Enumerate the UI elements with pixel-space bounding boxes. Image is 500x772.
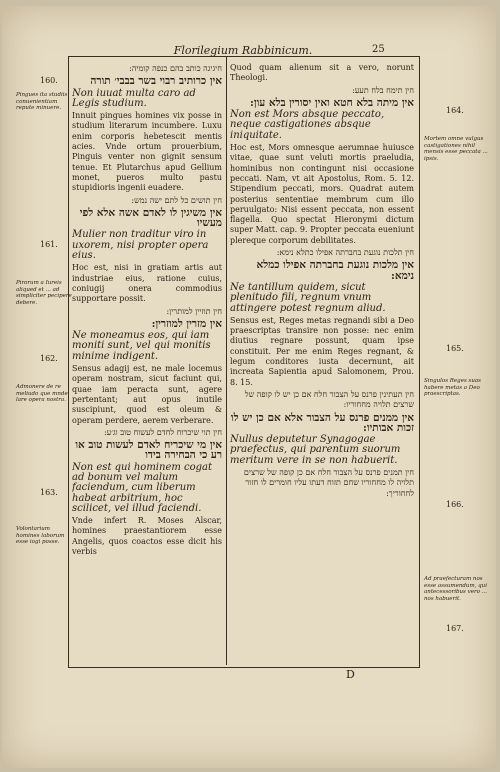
right-column xyxy=(230,62,414,662)
margin-number: 167. xyxy=(446,624,464,633)
latin-proverb: Non iuuat multa caro ad Legis studium. xyxy=(72,87,196,109)
column-divider xyxy=(226,57,227,665)
margin-number: 163. xyxy=(40,488,58,497)
hebrew-abbrev: חין תוי שיכרוח לחדם לעשוח טוב וג׳ע: xyxy=(103,427,222,437)
margin-note: Mortem omne vulgus castigationes nihil mensis esse peccata ... ipsis. xyxy=(424,136,488,162)
latin-proverb: Nullus deputetur Synagogae praefectus, qui parentum suorum meritum vere in se non habuerit. xyxy=(230,434,401,466)
hebrew-abbrev: חיגיגה כותב בהם כנפה קומיה: xyxy=(129,64,222,73)
latin-proverb: Non est Mors absque peccato, neque castigationes absque iniquitate. xyxy=(230,109,385,141)
hebrew-proverb: אין ממנים פרנס על הצבור אלא אם כן יש לו זכות אבותיו: xyxy=(230,411,414,434)
margin-note: Pirorum a Iureis aliqued et ... ad simpliciter pecipere debere. xyxy=(16,280,72,306)
hebrew-proverb: אין מי שיכריח לאדם לעשות טוב או רע כי הבחירה בידו xyxy=(75,439,222,462)
hebrew-abbrev: חין תעתינין פרנס על הצבור חלח אם כן יש לו קופה של שרצים תלויה מחחוריו: xyxy=(244,389,414,410)
running-title: Florilegium Rabbinicum. xyxy=(173,44,313,57)
margin-number: 162. xyxy=(40,354,58,363)
hebrew-abbrev: חין תלכות נוגעת בחברתה אפילו כתלא נימא: xyxy=(276,248,414,258)
margin-note: Volontarium homines laborum esse iogi posse. xyxy=(16,526,65,545)
left-column xyxy=(72,62,222,662)
margin-number: 160. xyxy=(40,76,58,85)
hebrew-proverb: אין מזרין למוזרין: xyxy=(151,317,222,330)
commentary: Sensus est, Reges metas regnandi sibi a Deo praescriptas transire non posse: nec enim diutius regnare possunt, quam ipse constituit. Per me enim Reges regnant, & legum conditores iusta decernunt, ait increata Sapientia apud Salomonem, Prou. 8. 15. xyxy=(230,315,414,387)
hebrew-proverb: אין מלכות נוגעת בחברתה אפילו כמלא נימא: xyxy=(256,259,414,282)
commentary: Hoc est, nisi in gratiam artis aut industriae eius, ratione cuius, coniugij onera commodius supportare possit. xyxy=(72,263,222,304)
commentary: Quod quam alienum sit a vero, norunt Theologi. xyxy=(230,63,414,83)
right-margin xyxy=(422,56,490,656)
hebrew-abbrev: חין תימח בלח תעע: xyxy=(352,85,414,95)
left-margin xyxy=(8,56,72,656)
margin-number: 161. xyxy=(40,240,58,249)
margin-number: 164. xyxy=(446,106,464,115)
hebrew-commentary: חין תמנים פרנס על הצבור חלח אם כן קופה של שרצים תלויה לו מחחוריו שחם תזוח דעתו עליו חומרים לו חזור לחחוריך: xyxy=(243,467,414,498)
margin-note: Ad praefecturam nos esse assumendum, qui antecessoribus vero ... nos habuerit. xyxy=(424,576,487,602)
latin-proverb: Ne moneamus eos, qui iam moniti sunt, vel qui monitis minime indigent. xyxy=(72,330,211,362)
hebrew-proverb: אין משיגין לו לאדם אשה אלא לפי מעשיו xyxy=(79,206,222,230)
commentary: Sensus adagij est, ne male locemus operam nostram, sicut faciunt qui, quae iam peracta sunt, agere pertentant; aut opus inutile suscipiunt, quod est oleum & operam perdere, aerem verberare. xyxy=(72,364,222,425)
latin-proverb: Mulier non traditur viro in uxorem, nisi propter opera eius. xyxy=(72,229,209,262)
hebrew-abbrev: חין תושים כל לתם ישה נמש: xyxy=(131,195,222,205)
margin-number: 166. xyxy=(446,500,464,509)
latin-proverb: Non est qui hominem cogat ad bonum vel malum faciendum, cum liberum habeat arbitrium, hoc scilicet, vel illud faciendi. xyxy=(72,461,213,514)
commentary: Innuit pingues homines vix posse in studium literarum incumbere. Luxu enim corporis hebetescit mentis acies. Vnde ortum prouerbium, Pinguis venter non gignit sensum tenue. Et Plutarchus apud Gellium monet, pueros multo pastu stupidioris ingenii euadere. xyxy=(72,111,222,193)
commentary: Hoc est, Mors omnesque aerumnae huiusce vitae, quae sunt veluti mortis praeludia, hominibus non contingunt nisi occasione peccati. Nam, vt ait Apostolus, Rom. 5. 12. Stipendium peccati, mors. Quadrat autem posterius sententiae membrum cum illo peruulgato: Nisi essent peccata, non essent flagella. Quo spectat Hieronymi dictum super Matt. cap. 9. Propter peccata eueniunt plereque corporum debilitates. xyxy=(230,143,414,245)
margin-note: Singulos Reges suas habere metas a Deo praescriptas. xyxy=(424,378,481,397)
margin-note: Admonere de re meliudo que mnde lare opera nostra. xyxy=(16,384,68,403)
margin-number: 165. xyxy=(446,344,464,353)
commentary: Vnde infert R. Moses Alscar, homines praestantiorem esse Angelis, quos coactos esse dicit his verbis xyxy=(72,516,222,557)
hebrew-abbrev: חין תוזיין למותרין: xyxy=(166,306,222,316)
signature-mark: D xyxy=(346,668,355,681)
page-number: 25 xyxy=(372,44,385,55)
hebrew-proverb: אין מיתה בלא חטא ואין יסורין בלא עון: xyxy=(250,96,414,109)
margin-note: Pingues ita studiis conuenientiam repute minuere. xyxy=(16,92,68,111)
latin-proverb: Ne tantillum quidem, sicut plenitudo fili, regnum vnum attingere potest regnum aliud. xyxy=(230,281,386,314)
hebrew-proverb: אין כרותיב רבוי בשר בבבי׳ תורה xyxy=(90,75,222,88)
